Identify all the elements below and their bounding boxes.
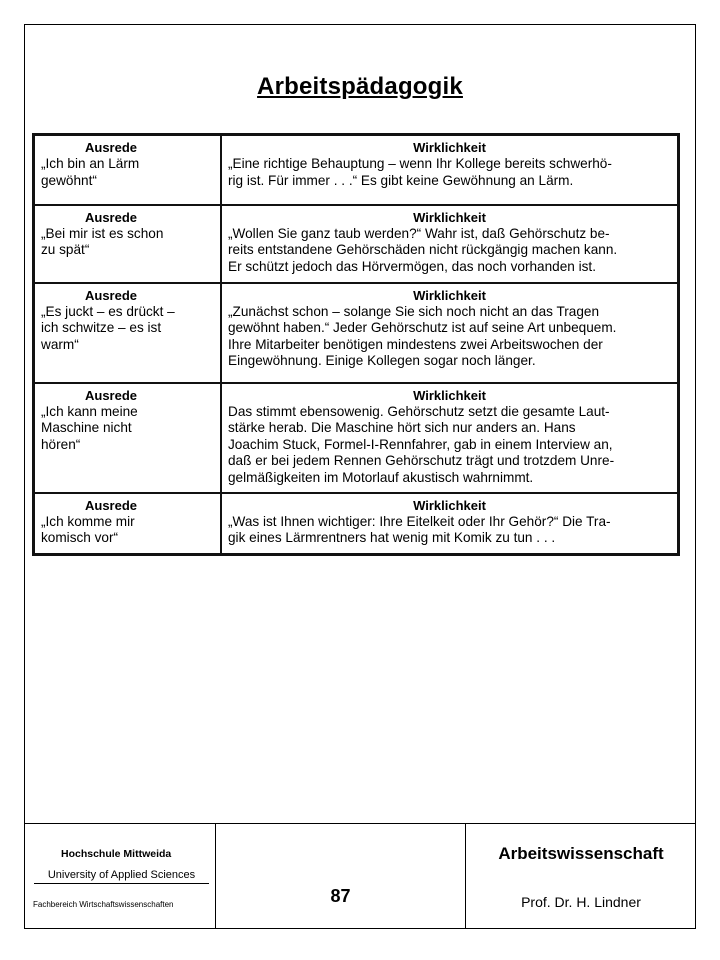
- footer-course: [466, 824, 696, 929]
- footer: [24, 823, 696, 929]
- excuse-cell: [34, 205, 222, 283]
- reality-header: Wirklichkeit: [413, 140, 486, 155]
- reality-cell: [221, 205, 679, 283]
- reality-text: „Wollen Sie ganz taub werden?“ Wahr ist, daß Gehörschutz be- reits entstandene Gehörschäden nicht rückgängig machen kann. Er schützt jedoch das Hörvermögen, das noch vorhanden ist.: [228, 225, 618, 274]
- professor-name: Prof. Dr. H. Lindner: [521, 894, 641, 910]
- excuse-text: „Bei mir ist es schon zu spät“: [41, 225, 164, 258]
- university-subtitle: University of Applied Sciences: [34, 869, 209, 884]
- reality-cell: [221, 493, 679, 555]
- course-title: Arbeitswissenschaft: [498, 844, 664, 863]
- department: Fachbereich Wirtschaftswissenschaften: [33, 900, 174, 909]
- reality-text: „Was ist Ihnen wichtiger: Ihre Eitelkeit oder Ihr Gehör?“ Die Tra- gik eines Lärmrentners hat wenig mit Komik zu tun . . .: [228, 513, 611, 546]
- university-name: Hochschule Mittweida: [61, 848, 172, 860]
- excuse-reality-table: [32, 133, 680, 553]
- reality-cell: [221, 383, 679, 493]
- excuse-cell: [34, 383, 222, 493]
- reality-header: Wirklichkeit: [413, 287, 486, 303]
- excuse-header: Ausrede: [85, 497, 138, 513]
- reality-text: „Zunächst schon – solange Sie sich noch nicht an das Tragen gewöhnt haben.“ Jeder Gehörschutz ist auf seine Art unbequem. Ihre Mitarbeiter benötigen mindestens zwei Arbeitswochen der Eingewöhnung. Einige Kollegen sogar noch länger.: [228, 303, 617, 369]
- excuse-text: „Ich komme mir komisch vor“: [41, 513, 135, 546]
- reality-text: Das stimmt ebensowenig. Gehörschutz setzt die gesamte Laut- stärke herab. Die Maschine hört sich nur anders an. Hans Joachim Stuck, Formel-I-Rennfahrer, gab in einem Interview an, daß er bei jedem Rennen Gehörschutz trägt und trotzdem Unre- gelmäßigkeiten im Motorlauf akustisch wahrnimmt.: [228, 403, 615, 485]
- page-title: Arbeitspädagogik: [257, 73, 463, 100]
- reality-header: Wirklichkeit: [413, 497, 486, 513]
- footer-page: [216, 824, 466, 929]
- table-row: [34, 135, 679, 205]
- reality-header: Wirklichkeit: [413, 209, 486, 225]
- excuse-header: Ausrede: [85, 287, 138, 303]
- excuse-text: „Es juckt – es drückt – ich schwitze – es ist warm“: [41, 303, 175, 352]
- excuse-text: „Ich kann meine Maschine nicht hören“: [41, 403, 138, 452]
- excuse-text: „Ich bin an Lärm gewöhnt“: [41, 156, 140, 188]
- reality-cell: [221, 135, 679, 205]
- table-row: [34, 205, 679, 283]
- footer-institution: [24, 824, 216, 929]
- table-row: [34, 383, 679, 493]
- excuse-cell: [34, 135, 222, 205]
- excuse-header: Ausrede: [85, 209, 138, 225]
- excuse-cell: [34, 493, 222, 555]
- page-number: 87: [330, 886, 351, 906]
- reality-cell: [221, 283, 679, 383]
- excuse-header: Ausrede: [85, 387, 138, 403]
- reality-text: „Eine richtige Behauptung – wenn Ihr Kollege bereits schwerhö- rig ist. Für immer . . .“ Es gibt keine Gewöhnung an Lärm.: [228, 156, 612, 188]
- excuse-cell: [34, 283, 222, 383]
- table-row: [34, 283, 679, 383]
- excuse-header: Ausrede: [85, 140, 138, 155]
- table-row: [34, 493, 679, 555]
- reality-header: Wirklichkeit: [413, 387, 486, 403]
